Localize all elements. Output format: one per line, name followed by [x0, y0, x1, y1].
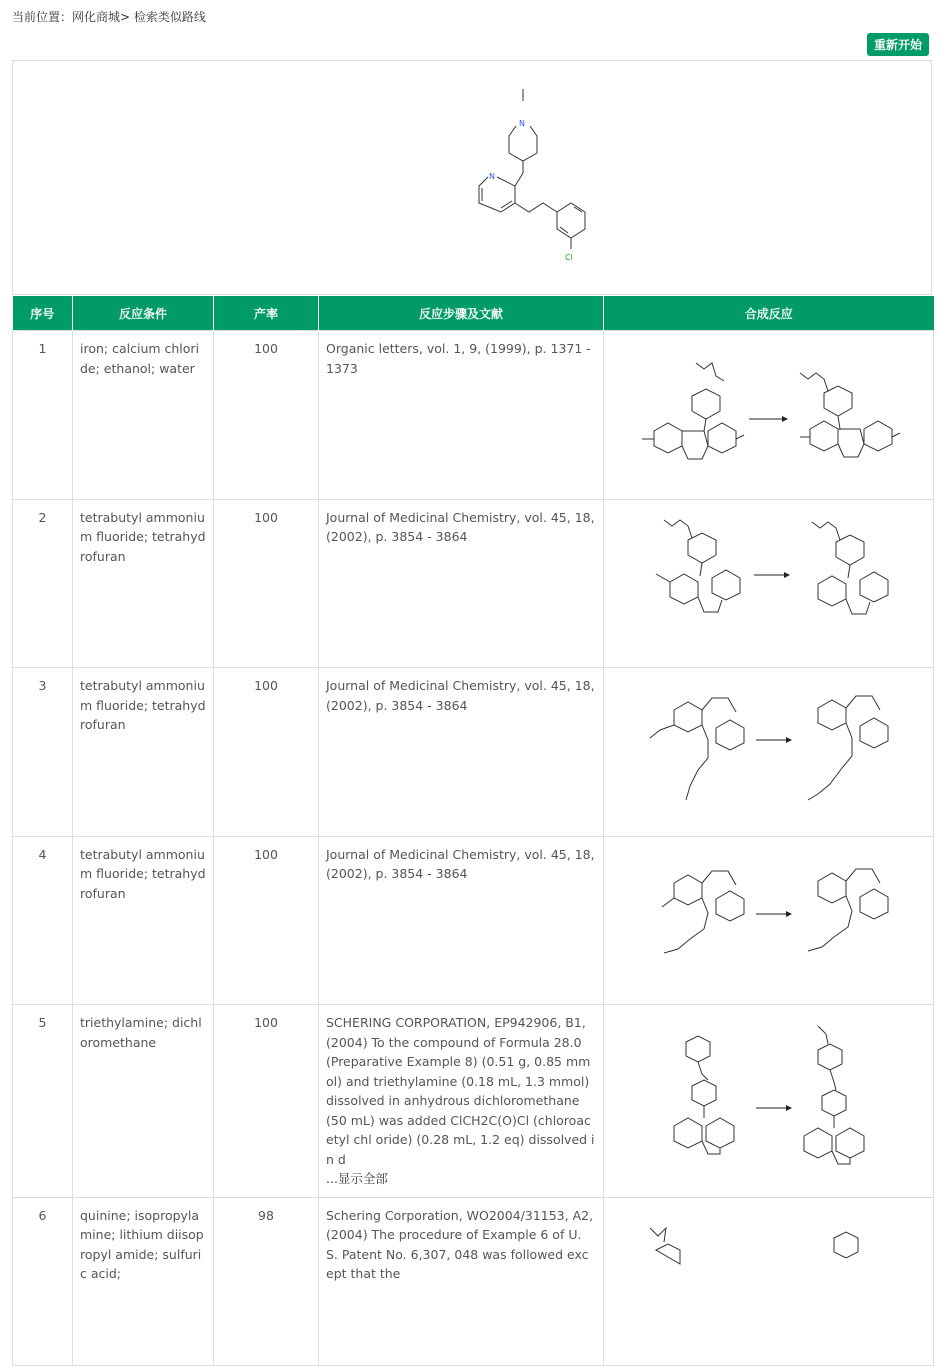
row-index: 3: [13, 668, 73, 837]
reaction-scheme[interactable]: [604, 1197, 934, 1366]
row-yield: 100: [214, 499, 319, 668]
row-index: 2: [13, 499, 73, 668]
reaction-scheme[interactable]: [604, 836, 934, 1005]
breadcrumb-prefix: 当前位置：: [12, 10, 73, 24]
reaction-scheme[interactable]: [604, 1005, 934, 1198]
breadcrumb: [12, 8, 206, 25]
reaction-scheme[interactable]: [604, 331, 934, 500]
row-conditions: iron; calcium chloride; ethanol; water: [73, 331, 214, 500]
row-reference: Journal of Medicinal Chemistry, vol. 45, 18, (2002), p. 3854 - 3864: [319, 668, 604, 837]
table-row: [13, 668, 934, 837]
table-row: [13, 331, 934, 500]
table-row: [13, 499, 934, 668]
breadcrumb-home-link[interactable]: 网化商城: [72, 10, 121, 24]
row-reference: Organic letters, vol. 1, 9, (1999), p. 1371 - 1373: [319, 331, 604, 500]
breadcrumb-current: 检索类似路线: [133, 10, 206, 24]
reaction-image: [604, 1016, 932, 1181]
row-reference: [319, 1005, 604, 1198]
header-conditions: 反应条件: [73, 296, 214, 331]
row-index: 1: [13, 331, 73, 500]
row-index: 4: [13, 836, 73, 1005]
reaction-scheme[interactable]: [604, 668, 934, 837]
table-row: [13, 836, 934, 1005]
header-reference: 反应步骤及文献: [319, 296, 604, 331]
row-conditions: tetrabutyl ammonium fluoride; tetrahydrofuran: [73, 668, 214, 837]
row-yield: 100: [214, 331, 319, 500]
reaction-image: [604, 1198, 932, 1360]
breadcrumb-separator: >: [120, 10, 131, 24]
row-reference: Journal of Medicinal Chemistry, vol. 45, 18, (2002), p. 3854 - 3864: [319, 836, 604, 1005]
row-reference: Schering Corporation, WO2004/31153, A2, (2004) The procedure of Example 6 of U. S. Patent No. 6,307, 048 was followed except that the: [319, 1197, 604, 1366]
row-index: 5: [13, 1005, 73, 1198]
header-reaction: 合成反应: [604, 296, 934, 331]
reaction-image: [604, 500, 932, 662]
table-row: [13, 1005, 934, 1198]
row-conditions: quinine; isopropylamine; lithium diisopropyl amide; sulfuric acid;: [73, 1197, 214, 1366]
chlorine-label: Cl: [565, 253, 573, 262]
nitrogen-label: N: [519, 119, 525, 128]
row-yield: 100: [214, 668, 319, 837]
row-conditions: tetrabutyl ammonium fluoride; tetrahydrofuran: [73, 836, 214, 1005]
row-conditions: triethylamine; dichloromethane: [73, 1005, 214, 1198]
query-molecule-structure: [453, 81, 603, 271]
restart-button[interactable]: 重新开始: [867, 33, 929, 56]
header-yield: 产率: [214, 296, 319, 331]
row-reference: Journal of Medicinal Chemistry, vol. 45, 18, (2002), p. 3854 - 3864: [319, 499, 604, 668]
row-conditions: tetrabutyl ammonium fluoride; tetrahydrofuran: [73, 499, 214, 668]
row-yield: 98: [214, 1197, 319, 1366]
row-yield: 100: [214, 1005, 319, 1198]
row-yield: 100: [214, 836, 319, 1005]
results-table: [12, 296, 934, 1366]
row-reference-text: SCHERING CORPORATION, EP942906, B1, (2004) To the compound of Formula 28.0 (Preparative Example 8) (0.51 g, 0.85 mmol) and triethylamine (0.18 mL, 1.3 mmol) dissolved in anhydrous dichloromethane (50 mL) was added ClCH2C(O)Cl (chloroacetyl chl oride) (0.28 mL, 1.2 eq) dissolved in d: [326, 1015, 595, 1167]
reaction-image: [604, 668, 932, 830]
table-row: [13, 1197, 934, 1366]
show-all-link[interactable]: ...显示全部: [326, 1171, 388, 1186]
query-structure-panel: [12, 60, 932, 295]
header-index: 序号: [13, 296, 73, 331]
reaction-image: [604, 331, 932, 493]
reaction-scheme[interactable]: [604, 499, 934, 668]
reaction-image: [604, 837, 932, 999]
pyridine-nitrogen-label: N: [489, 172, 495, 181]
row-index: 6: [13, 1197, 73, 1366]
